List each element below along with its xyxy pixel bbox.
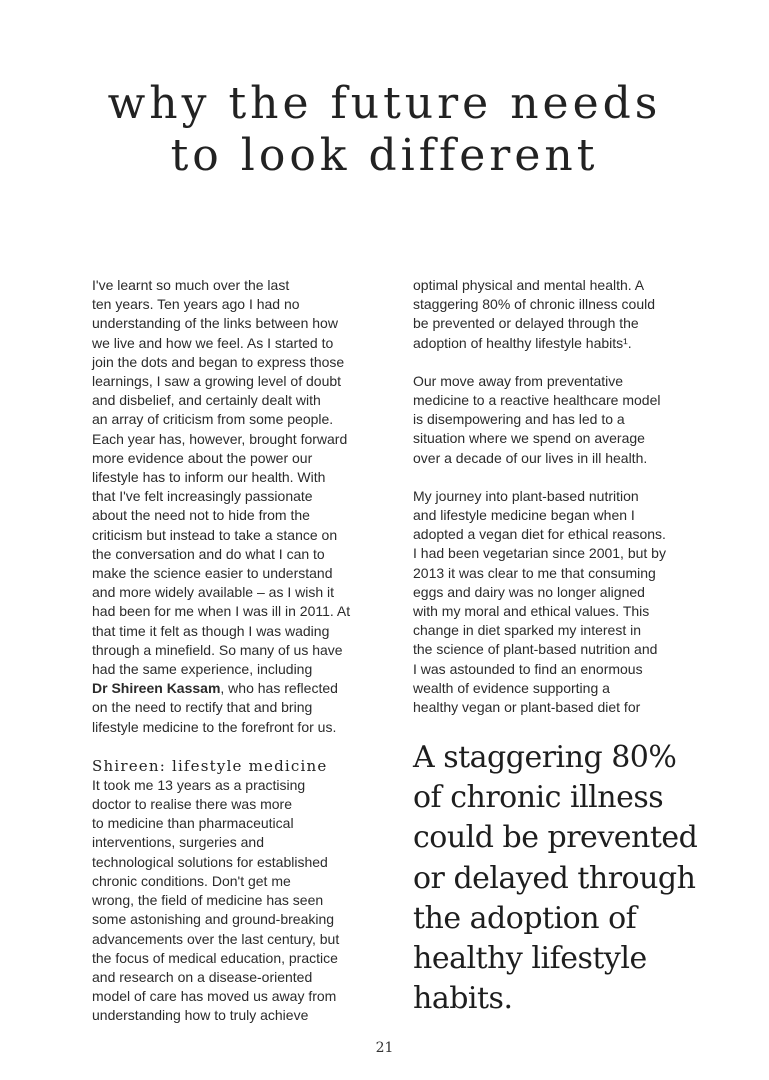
right-column <box>413 276 713 717</box>
text-line: I've learnt so much over the last <box>92 277 290 293</box>
text-line: an array of criticism from some people. <box>92 411 334 428</box>
text-line: I was astounded to find an enormous <box>413 660 643 677</box>
text-line: lifestyle medicine to the forefront for us. <box>92 718 337 735</box>
text-line: staggering 80% of chronic illness could <box>413 296 656 313</box>
text-line: understanding of the links between how <box>92 315 338 332</box>
text-line: could be prevented <box>413 820 698 856</box>
text-line: doctor to realise there was more <box>92 796 292 813</box>
title-line: to look different <box>170 130 599 181</box>
section-subheading: Shireen: lifestyle medicine <box>92 756 328 775</box>
page-number: 21 <box>375 1040 394 1056</box>
text-line: optimal physical and mental health. A <box>413 277 645 293</box>
text-line: join the dots and began to express those <box>92 353 345 370</box>
text-line: on the need to rectify that and bring <box>92 699 313 716</box>
text-line: the focus of medical education, practice <box>92 949 338 966</box>
text-line: and research on a disease-oriented <box>92 968 313 985</box>
author-name: Dr Shireen Kassam <box>92 680 221 697</box>
author-tail: , who has reflected <box>220 680 338 697</box>
text-line: had been for me when I was ill in 2011. At <box>92 603 351 620</box>
text-line: the adoption of <box>413 900 637 936</box>
text-line: had the same experience, including <box>92 661 313 678</box>
text-line: habits. <box>413 981 513 1017</box>
title-line: why the future needs <box>107 78 662 129</box>
text-line: and more widely available – as I wish it <box>92 584 335 601</box>
text-line: or delayed through <box>413 860 696 896</box>
text-line: make the science easier to understand <box>92 565 333 582</box>
left-paragraph-1-end <box>92 698 392 736</box>
text-line: we live and how we feel. As I started to <box>92 334 334 351</box>
text-line: understanding how to truly achieve <box>92 1007 309 1024</box>
right-paragraph-3 <box>413 487 713 717</box>
text-line: some astonishing and ground-breaking <box>92 911 335 928</box>
text-line: that time it felt as though I was wading <box>92 622 330 639</box>
text-line: about the need not to hide from the <box>92 507 310 524</box>
text-line: model of care has moved us away from <box>92 988 337 1005</box>
text-line: the science of plant-based nutrition and <box>413 641 658 658</box>
text-line: healthy vegan or plant-based diet for <box>413 699 641 716</box>
text-line: My journey into plant-based nutrition <box>413 487 639 504</box>
text-line: technological solutions for established <box>92 853 328 870</box>
text-line: criticism but instead to take a stance on <box>92 526 338 543</box>
right-paragraph-1 <box>413 276 713 353</box>
text-line: Each year has, however, brought forward <box>92 430 348 447</box>
text-line: learnings, I saw a growing level of doubt <box>92 373 342 390</box>
text-line: the conversation and do what I can to <box>92 545 325 562</box>
text-line: more evidence about the power our <box>92 449 313 466</box>
page-title <box>0 78 769 182</box>
left-column <box>92 276 392 1026</box>
text-line: over a decade of our lives in ill health. <box>413 449 648 466</box>
text-line: change in diet sparked my interest in <box>413 622 642 639</box>
pull-quote <box>413 738 743 1019</box>
right-paragraph-2 <box>413 372 713 468</box>
text-line: eggs and dairy was no longer aligned <box>413 583 645 600</box>
text-line: with my moral and ethical values. This <box>413 603 650 620</box>
text-line: healthy lifestyle <box>413 941 647 977</box>
text-line: is disempowering and has led to a <box>413 411 625 428</box>
left-paragraph-2 <box>92 776 392 1026</box>
text-line: be prevented or delayed through the <box>413 315 639 332</box>
text-line: It took me 13 years as a practising <box>92 776 306 793</box>
text-line <box>92 679 392 698</box>
text-line: situation where we spend on average <box>413 430 645 447</box>
text-line: and lifestyle medicine began when I <box>413 507 635 524</box>
text-line: that I've felt increasingly passionate <box>92 488 313 505</box>
text-line: and disbelief, and certainly dealt with <box>92 392 321 409</box>
text-line: through a minefield. So many of us have <box>92 641 343 658</box>
text-line: wealth of evidence supporting a <box>413 679 610 696</box>
text-line: interventions, surgeries and <box>92 834 264 851</box>
text-line: of chronic illness <box>413 780 664 816</box>
text-line: medicine to a reactive healthcare model <box>413 392 661 409</box>
text-line: ten years. Ten years ago I had no <box>92 296 300 313</box>
text-line: adopted a vegan diet for ethical reasons. <box>413 526 666 543</box>
text-line: wrong, the field of medicine has seen <box>92 892 324 909</box>
text-line: A staggering 80% <box>413 740 677 775</box>
text-line: advancements over the last century, but <box>92 930 340 947</box>
text-line: I had been vegetarian since 2001, but by <box>413 545 666 562</box>
text-line: Our move away from preventative <box>413 372 624 389</box>
text-line: lifestyle has to inform our health. With <box>92 469 326 486</box>
text-line: 2013 it was clear to me that consuming <box>413 564 656 581</box>
text-line: to medicine than pharmaceutical <box>92 815 294 832</box>
text-line: chronic conditions. Don't get me <box>92 872 291 889</box>
left-paragraph-1 <box>92 276 392 679</box>
text-line: adoption of healthy lifestyle habits¹. <box>413 334 632 351</box>
